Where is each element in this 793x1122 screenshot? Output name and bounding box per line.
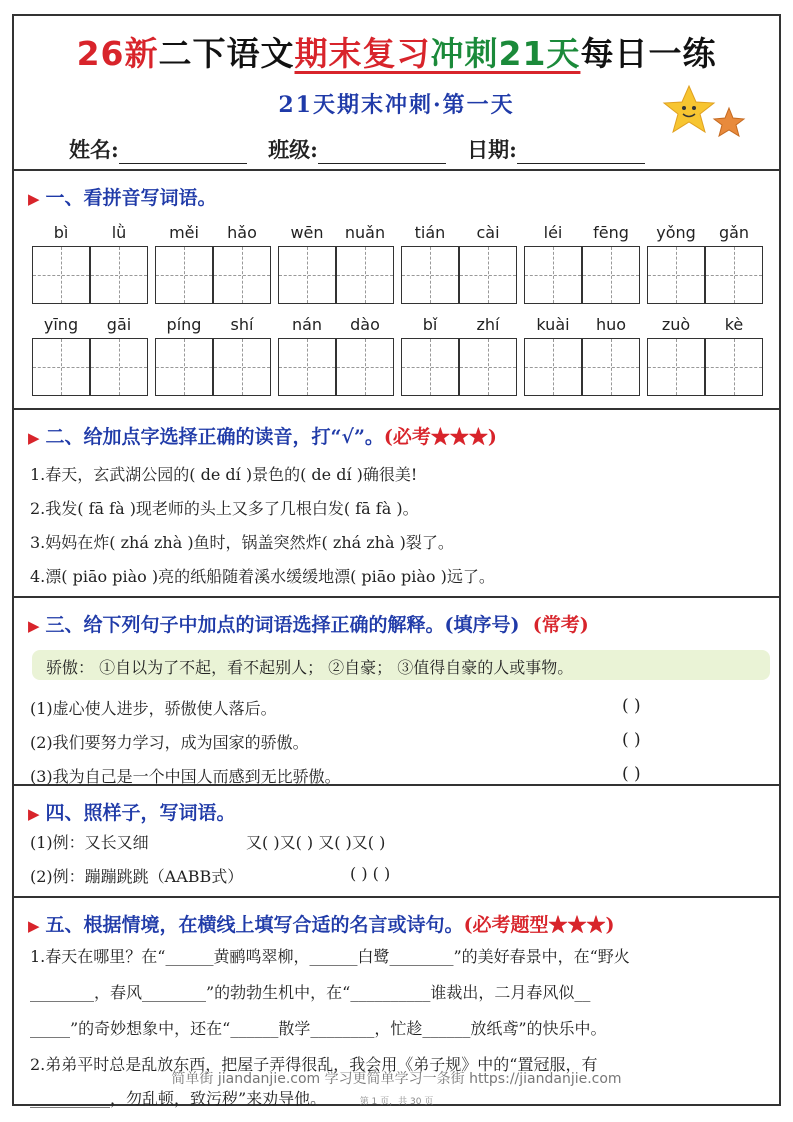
writing-cell[interactable] (647, 338, 705, 396)
pinyin-label: nuǎn (344, 223, 386, 242)
question-2-1: 1.春天，玄武湖公园的( de dí )景色的( de dí )确很美! (30, 465, 418, 484)
writing-cell[interactable] (582, 246, 640, 304)
triangle-icon: ▶ (28, 190, 40, 208)
header (14, 16, 779, 171)
answer-paren-3[interactable]: ( ) (622, 764, 641, 784)
question-5-line-3: _____”的奇妙想象中，还在“______散学________，忙趁______放纸鸢”的快乐中。 (30, 1019, 607, 1038)
section-3 (14, 600, 779, 786)
writing-cell[interactable] (155, 338, 213, 396)
writing-cell[interactable] (582, 338, 640, 396)
pinyin-label: shí (230, 315, 254, 334)
writing-cell[interactable] (336, 246, 394, 304)
pinyin-label: bì (53, 223, 69, 242)
stars-icon (659, 82, 749, 142)
answer-paren-1[interactable]: ( ) (622, 696, 641, 716)
pinyin-label: gǎn (718, 223, 750, 242)
pinyin-label: gāi (106, 315, 132, 334)
question-5-line-5: __________，勿乱顿，致污秽”来劝导他。 (30, 1089, 327, 1108)
student-info: 姓名: 班级: 日期: (69, 134, 659, 164)
grid-row-1 (32, 246, 772, 304)
pinyin-label: tián (414, 223, 446, 242)
pinyin-label: wēn (290, 223, 324, 242)
watermark: 简单街 jiandanjie.com 学习更简单学习一条街 https://jiandanjie.com (171, 1071, 622, 1087)
pinyin-label: bǐ (422, 315, 438, 334)
pinyin-label: fēng (593, 223, 629, 242)
writing-cell[interactable] (647, 246, 705, 304)
pinyin-row-1 (32, 223, 772, 245)
class-field[interactable] (318, 146, 446, 164)
question-5-line-1: 1.春天在哪里？在“______黄鹂鸣翠柳，______白鹭________”的美好春景中，在“野火 (30, 947, 630, 966)
pinyin-label: dào (350, 315, 380, 334)
section-1-title: ▶ 一、看拼音写词语。 (28, 187, 217, 209)
question-5-line-4: 2.弟弟平时总是乱放东西，把屋子弄得很乱，我会用《弟子规》中的“置冠服，有 (30, 1055, 598, 1074)
hint-box: 骄傲： ①自以为了不起，看不起别人； ②自豪； ③值得自豪的人或事物。 (32, 650, 770, 680)
writing-cell[interactable] (705, 246, 763, 304)
pinyin-label: huo (595, 315, 627, 334)
answer-4-2[interactable]: ( ) ( ) (350, 864, 391, 883)
question-4-1: (1)例：又长又细 (30, 833, 149, 852)
section-5-title: ▶ 五、根据情境，在横线上填写合适的名言或诗句。(必考题型★★★) (28, 914, 615, 936)
question-2-2: 2.我发( fā fà )现老师的头上又多了几根白发( fā fà )。 (30, 499, 419, 518)
question-5-line-2: ________，春风________”的勃勃生机中，在“__________谁裁出，二月春风似__ (30, 983, 591, 1002)
writing-cell[interactable] (459, 338, 517, 396)
writing-cell[interactable] (213, 338, 271, 396)
pinyin-label: lǜ (111, 223, 127, 242)
question-2-3: 3.妈妈在炸( zhá zhà )鱼时，锅盖突然炸( zhá zhà )裂了。 (30, 533, 454, 552)
question-3-2: (2)我们要努力学习，成为国家的骄傲。 (30, 733, 309, 752)
answer-paren-2[interactable]: ( ) (622, 730, 641, 750)
question-2-4: 4.漂( piāo piào )亮的纸船随着溪水缓缓地漂( piāo piào )远了。 (30, 567, 495, 586)
worksheet-page (12, 14, 781, 1106)
writing-cell[interactable] (524, 246, 582, 304)
writing-cell[interactable] (90, 338, 148, 396)
question-3-1: (1)虚心使人进步，骄傲使人落后。 (30, 699, 277, 718)
date-field[interactable] (517, 146, 645, 164)
writing-cell[interactable] (90, 246, 148, 304)
writing-cell[interactable] (278, 338, 336, 396)
writing-cell[interactable] (524, 338, 582, 396)
pinyin-label: zhí (476, 315, 500, 334)
question-4-2: (2)例：蹦蹦跳跳（AABB式） (30, 867, 244, 886)
pinyin-label: yǒng (656, 223, 696, 242)
page-number: 第 1 页，共 30 页 (359, 1097, 434, 1107)
pinyin-label: zuò (661, 315, 691, 334)
answer-4-1[interactable]: 又( )又( ) 又( )又( ) (246, 833, 386, 852)
name-field[interactable] (119, 146, 247, 164)
pinyin-row-2 (32, 315, 772, 337)
writing-cell[interactable] (459, 246, 517, 304)
triangle-icon: ▶ (28, 917, 40, 935)
section-2 (14, 412, 779, 598)
pinyin-label: měi (169, 223, 199, 242)
writing-cell[interactable] (401, 338, 459, 396)
triangle-icon: ▶ (28, 617, 40, 635)
writing-cell[interactable] (401, 246, 459, 304)
section-2-title: ▶ 二、给加点字选择正确的读音，打“√”。(必考★★★) (28, 426, 497, 448)
section-3-title: ▶ 三、给下列句子中加点的词语选择正确的解释。(填序号) (常考) (28, 614, 589, 636)
pinyin-label: kè (724, 315, 744, 334)
pinyin-label: cài (476, 223, 500, 242)
page-subtitle: 21天期末冲刺·第一天 (278, 92, 515, 118)
writing-cell[interactable] (32, 338, 90, 396)
writing-cell[interactable] (336, 338, 394, 396)
section-4 (14, 788, 779, 898)
question-3-3: (3)我为自己是一个中国人而感到无比骄傲。 (30, 767, 341, 786)
section-4-title: ▶ 四、照样子，写词语。 (28, 802, 236, 824)
writing-cell[interactable] (32, 246, 90, 304)
section-1 (14, 173, 779, 410)
triangle-icon: ▶ (28, 429, 40, 447)
pinyin-label: kuài (536, 315, 570, 334)
pinyin-label: hǎo (227, 223, 257, 242)
writing-cell[interactable] (155, 246, 213, 304)
grid-row-2 (32, 338, 772, 396)
writing-cell[interactable] (705, 338, 763, 396)
triangle-icon: ▶ (28, 805, 40, 823)
page-title: 26新二下语文期末复习冲刺21天每日一练 (76, 34, 717, 73)
pinyin-label: nán (291, 315, 323, 334)
pinyin-label: píng (166, 315, 202, 334)
pinyin-label: yīng (43, 315, 79, 334)
pinyin-label: léi (543, 223, 563, 242)
writing-cell[interactable] (213, 246, 271, 304)
writing-cell[interactable] (278, 246, 336, 304)
